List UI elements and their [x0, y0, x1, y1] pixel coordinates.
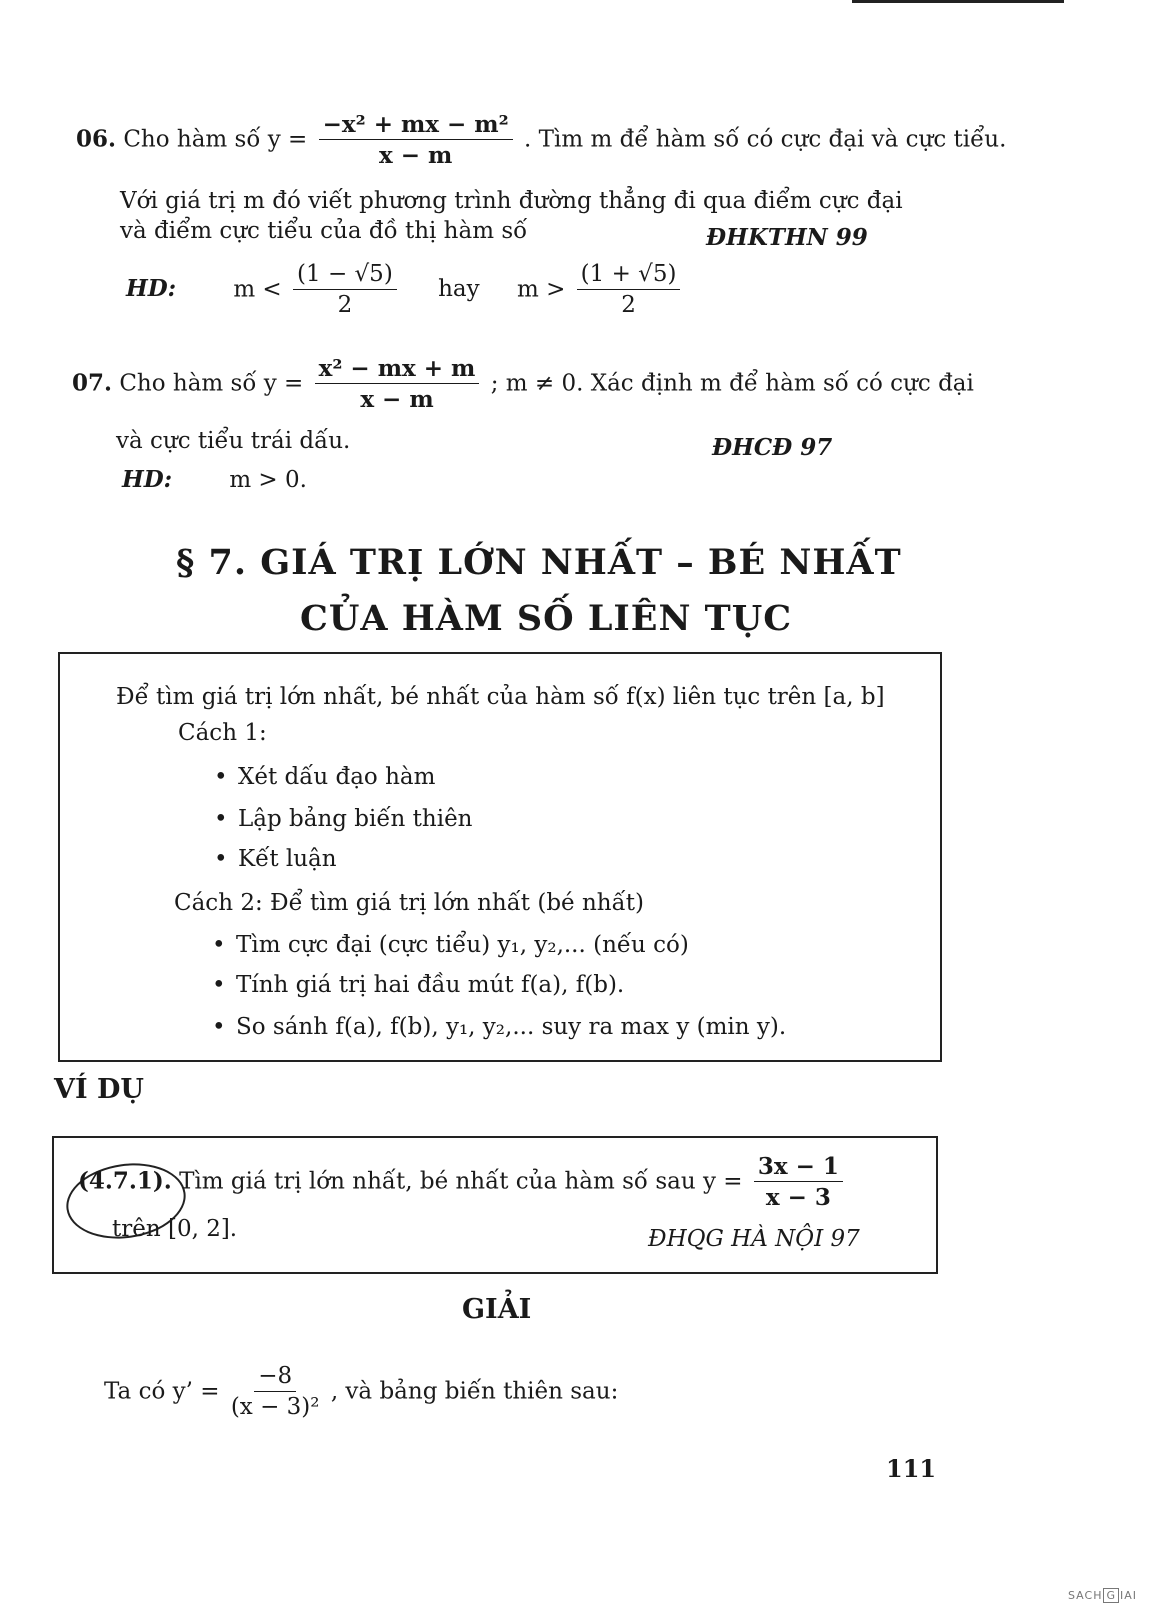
fraction-numerator: −8: [254, 1364, 296, 1392]
page-number: 111: [886, 1454, 937, 1483]
method-cach2-label: Cách 2: Để tìm giá trị lớn nhất (bé nhất): [174, 890, 644, 916]
fraction-numerator: 3x − 1: [754, 1154, 843, 1182]
exercise-06-line2: Với giá trị m đó viết phương trình đường thẳng đi qua điểm cực đại: [120, 188, 903, 214]
fraction-numerator: (1 − √5): [293, 262, 397, 290]
method-cach2-item: • So sánh f(a), f(b), y₁, y₂,... suy ra max y (min y).: [212, 1014, 787, 1040]
fraction-denominator: x − m: [360, 386, 434, 414]
exercise-07-line2: và cực tiểu trái dấu.: [116, 428, 351, 454]
hint-m-greater: m >: [516, 276, 566, 303]
fraction-denominator: (x − 3)²: [230, 1394, 320, 1421]
hint-fraction-2: [577, 262, 681, 319]
exercise-06-text2: . Tìm m để hàm số có cực đại và cực tiểu.: [524, 126, 1007, 153]
bullet-icon: •: [214, 764, 228, 790]
method-cach1-item: • Kết luận: [214, 846, 337, 872]
exercise-06-number: 06.: [76, 125, 117, 153]
solution-label: GIẢI: [462, 1294, 532, 1325]
method-cach1-item: • Lập bảng biến thiên: [214, 806, 473, 832]
example-text: Tìm giá trị lớn nhất, bé nhất của hàm số sau y =: [179, 1168, 743, 1195]
bullet-icon: •: [214, 806, 228, 832]
bullet-icon: •: [212, 1014, 226, 1040]
solution-text1: Ta có y’ =: [104, 1378, 220, 1405]
hint-answer: m > 0.: [229, 467, 307, 493]
fraction-denominator: 2: [621, 292, 636, 319]
fraction-numerator: x² − mx + m: [315, 356, 480, 384]
fraction-denominator: 2: [337, 292, 353, 319]
watermark-logo: SACH G IAI: [1068, 1589, 1138, 1602]
method-cach1-item: • Xét dấu đạo hàm: [214, 764, 436, 790]
hint-label: HD:: [126, 275, 177, 303]
exercise-07-line1: [72, 356, 974, 413]
fraction-numerator: (1 + √5): [577, 262, 681, 290]
bullet-icon: •: [212, 932, 226, 958]
hint-label: HD:: [122, 466, 173, 493]
fraction-numerator: −x² + mx − m²: [319, 112, 513, 140]
solution-text2: , và bảng biến thiên sau:: [330, 1378, 619, 1405]
exercise-07-text1: Cho hàm số y =: [119, 370, 304, 397]
exercise-06-text1: Cho hàm số y =: [123, 126, 308, 153]
hint-or: hay: [438, 276, 480, 303]
method-cach1-label: Cách 1:: [178, 720, 267, 746]
bullet-icon: •: [214, 846, 228, 872]
example-id: (4.7.1).: [78, 1167, 172, 1195]
vidu-label: VÍ DỤ: [54, 1074, 144, 1105]
exercise-06-hint: [126, 262, 684, 319]
exercise-06-line3: và điểm cực tiểu của đồ thị hàm số: [120, 218, 528, 244]
bullet-icon: •: [212, 972, 226, 998]
example-source: ĐHQG HÀ NỘI 97: [648, 1226, 860, 1252]
method-cach2-item: • Tính giá trị hai đầu mút f(a), f(b).: [212, 972, 625, 998]
method-cach2-item: • Tìm cực đại (cực tiểu) y₁, y₂,... (nếu có): [212, 932, 689, 958]
solution-fraction: [231, 1364, 320, 1421]
exercise-07-source: ĐHCĐ 97: [712, 434, 833, 461]
fraction-denominator: x − 3: [765, 1184, 831, 1212]
method-box: [58, 652, 942, 1062]
hint-m-less: m <: [233, 276, 282, 303]
exercise-06-fraction: [319, 112, 513, 169]
hint-fraction-1: [293, 262, 397, 319]
method-intro: Để tìm giá trị lớn nhất, bé nhất của hàm số f(x) liên tục trên [a, b]: [116, 684, 885, 710]
section-title-line2: CỦA HÀM SỐ LIÊN TỤC: [300, 598, 793, 639]
exercise-06-line1: [76, 112, 1006, 169]
exercise-07-fraction: [315, 356, 480, 413]
exercise-07-number: 07.: [72, 369, 113, 397]
example-line1: [78, 1154, 847, 1211]
exercise-06-source: ĐHKTHN 99: [706, 224, 868, 251]
example-fraction: [754, 1154, 843, 1211]
solution-line1: [104, 1364, 618, 1421]
fraction-denominator: x − m: [379, 142, 453, 170]
exercise-07-hint: [122, 466, 307, 493]
top-rule: [852, 0, 1064, 3]
section-title-line1: § 7. GIÁ TRỊ LỚN NHẤT – BÉ NHẤT: [176, 542, 902, 583]
example-line2: trên [0, 2].: [112, 1216, 238, 1242]
exercise-07-text2: ; m ≠ 0. Xác định m để hàm số có cực đại: [490, 370, 974, 397]
